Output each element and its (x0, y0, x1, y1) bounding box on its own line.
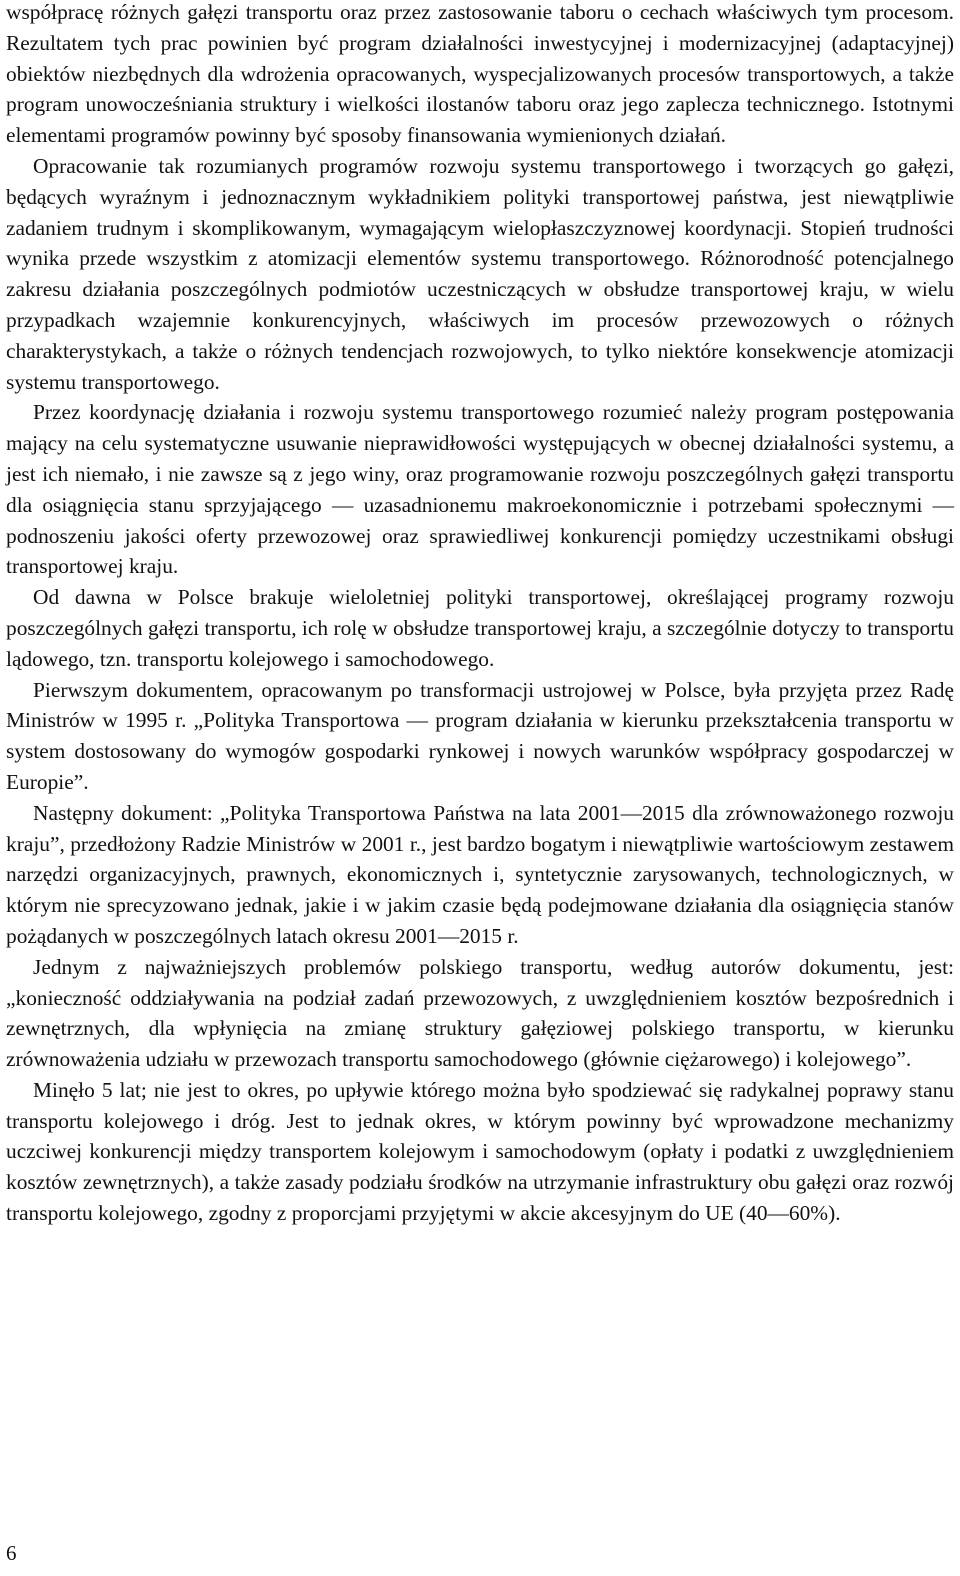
paragraph-7: Jednym z najważniejszych problemów polskiego transportu, według autorów dokumentu, jest: „konieczność oddziaływania na podział zadań przewozowych, z uwzględnieniem kosztów bezpośrednich i zewnętrznych, dla wpłynięcia na zmianę struktury gałęziowej polskiego transportu, w kierunku zrównoważenia udziału w przewozach transportu samochodowego (głównie ciężarowego) i kolejowego”. (6, 954, 954, 1072)
paragraph-6: Następny dokument: „Polityka Transportowa Państwa na lata 2001—2015 dla zrównoważonego rozwoju kraju”, przedłożony Radzie Ministrów w 2001 r., jest bardzo bogatym i niewątpliwie wartościowym zestawem narzędzi organizacyjnych, prawnych, ekonomicznych i, syntetycznie zarysowanych, technologicznych, w którym nie sprecyzowano jednak, jakie i w jakim czasie będą podejmowane działania dla osiągnięcia stanów pożądanych w poszczególnych latach okresu 2001—2015 r. (6, 800, 954, 948)
paragraph-5: Pierwszym dokumentem, opracowanym po transformacji ustrojowej w Polsce, była przyjęta przez Radę Ministrów w 1995 r. „Polityka Transportowa — program działania w kierunku przekształcenia transportu w system dostosowany do wymogów gospodarki rynkowej i nowych warunków współpracy gospodarczej w Europie”. (6, 677, 954, 794)
paragraph-2: Opracowanie tak rozumianych programów rozwoju systemu transportowego i tworzących go gałęzi, będących wyraźnym i jednoznacznym wykładnikiem polityki transportowej państwa, jest niewątpliwie zadaniem trudnym i skomplikowanym, wymagającym wielopłaszczyznowej koordynacji. Stopień trudności wynika przede wszystkim z atomizacji elementów systemu transportowego. Różnorodność potencjalnego zakresu działania poszczególnych podmiotów uczestniczących w obsłudze transportowej kraju, w wielu przypadkach wzajemnie konkurencyjnych, właściwych im procesów przewozowych o różnych charakterystykach, a także o różnych tendencjach rozwojowych, to tylko niektóre konsekwencje atomizacji systemu transportowego. (6, 153, 954, 394)
paragraph-1: współpracę różnych gałęzi transportu oraz przez zastosowanie taboru o cechach właściwych tym procesom. Rezultatem tych prac powinien być program działalności inwestycyjnej i modernizacyjnej (adaptacyjnej) obiektów niezbędnych dla wdrożenia opracowanych, wyspecjalizowanych procesów transportowych, a także program unowocześniania struktury i wielkości ilostanów taboru oraz jego zaplecza technicznego. Istotnymi elementami programów powinny być sposoby finansowania wymienionych działań. (6, 0, 954, 148)
paragraph-3: Przez koordynację działania i rozwoju systemu transportowego rozumieć należy program postępowania mający na celu systematyczne usuwanie nieprawidłowości występujących w obecnej działalności systemu, a jest ich niemało, i nie zawsze są z jego winy, oraz programowanie rozwoju poszczególnych gałęzi transportu dla osiągnięcia stanu sprzyjającego — uzasadnionemu makroekonomicznie i potrzebami społecznymi — podnoszeniu jakości oferty przewozowej oraz sprawiedliwej konkurencji pomiędzy uczestnikami obsługi transportowej kraju. (6, 400, 954, 579)
paragraph-4: Od dawna w Polsce brakuje wieloletniej polityki transportowej, określającej programy rozwoju poszczególnych gałęzi transportu, ich rolę w obsłudze transportowej kraju, a szczególnie dotyczy to transportu lądowego, tzn. transportu kolejowego i samochodowego. (6, 585, 954, 671)
document-page (6, 0, 954, 1229)
page-number: 6 (6, 1541, 17, 1565)
paragraph-8: Minęło 5 lat; nie jest to okres, po upływie którego można było spodziewać się radykalnej poprawy stanu transportu kolejowego i dróg. Jest to jednak okres, w którym powinny być wprowadzone mechanizmy uczciwej konkurencji między transportem kolejowym i samochodowym (opłaty i podatki z uwzględnieniem kosztów zewnętrznych), a także zasady podziału środków na utrzymanie infrastruktury obu gałęzi oraz rozwój transportu kolejowego, zgodny z proporcjami przyjętymi w akcie akcesyjnym do UE (40—60%). (6, 1077, 954, 1226)
